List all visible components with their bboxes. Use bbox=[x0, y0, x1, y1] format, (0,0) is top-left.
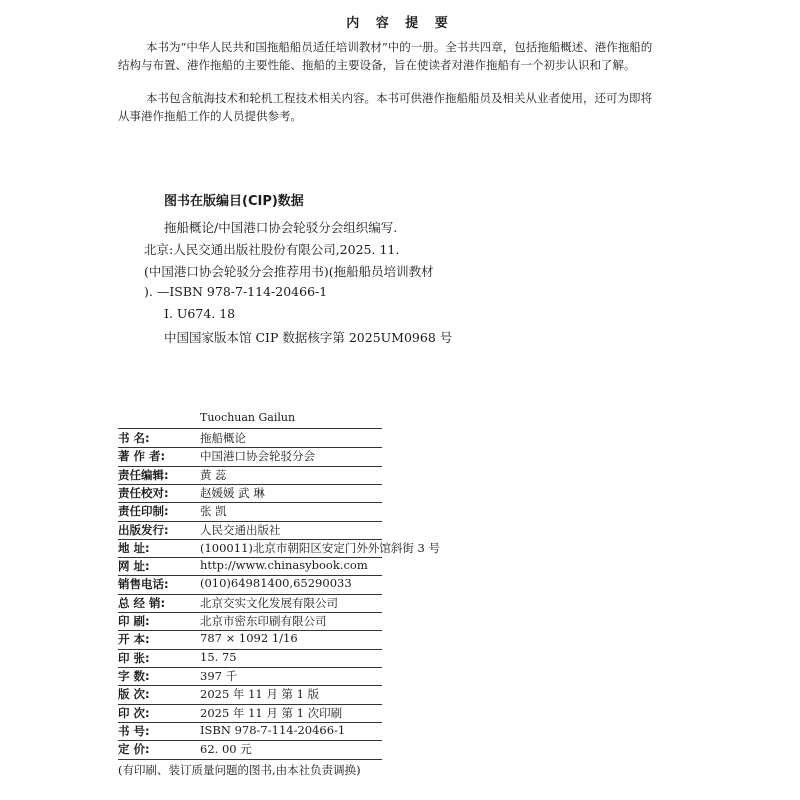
colophon-label: 字 数: bbox=[118, 668, 150, 683]
colophon-label: 书 号: bbox=[118, 723, 150, 738]
colophon-value: 拖船概论 bbox=[200, 431, 246, 445]
cip-line-4: ). —ISBN 978-7-114-20466-1 bbox=[144, 284, 328, 299]
colophon-value: 北京市密东印刷有限公司 bbox=[200, 614, 327, 628]
cip-line-5: Ⅰ. U674. 18 bbox=[164, 306, 236, 321]
colophon-label: 书 名: bbox=[118, 431, 150, 445]
colophon-label: 印 刷: bbox=[118, 614, 150, 628]
title-pinyin: Tuochuan Gailun bbox=[200, 411, 296, 424]
colophon-value: 北京交实文化发展有限公司 bbox=[200, 595, 338, 610]
colophon-bottom-rule bbox=[118, 759, 382, 760]
colophon-label: 网 址: bbox=[118, 559, 150, 574]
colophon-label: 印 张: bbox=[118, 650, 150, 665]
cip-line-2: 北京:人民交通出版社股份有限公司,2025. 11. bbox=[144, 242, 400, 257]
colophon-label: 地 址: bbox=[118, 540, 150, 555]
cip-heading: 图书在版编目(CIP)数据 bbox=[164, 194, 304, 209]
colophon-label: 责任校对: bbox=[118, 485, 169, 500]
colophon-label: 印 次: bbox=[118, 705, 150, 720]
summary-paragraph-1-line-1: 本书为“中华人民共和国拖船船员适任培训教材”中的一册。全书共四章，包括拖船概述、港作拖船的 bbox=[146, 40, 653, 54]
colophon-value: 15. 75 bbox=[200, 649, 237, 664]
colophon-label: 责任印制: bbox=[118, 504, 169, 519]
colophon-label: 著 作 者: bbox=[118, 449, 166, 464]
colophon-value: 2025 年 11 月 第 1 次印刷 bbox=[200, 705, 343, 720]
colophon-value: (100011)北京市朝阳区安定门外外馆斜街 3 号 bbox=[200, 540, 440, 555]
colophon-value: 787 × 1092 1/16 bbox=[200, 631, 298, 646]
colophon-label: 总 经 销: bbox=[118, 595, 166, 610]
colophon-label: 版 次: bbox=[118, 687, 150, 702]
colophon-value: (010)64981400,65290033 bbox=[200, 576, 352, 591]
colophon-label: 销售电话: bbox=[118, 577, 169, 592]
cip-line-6: 中国国家版本馆 CIP 数据核字第 2025UM0968 号 bbox=[164, 330, 453, 345]
summary-title: 内 容 提 要 bbox=[346, 16, 454, 31]
colophon-value: 人民交通出版社 bbox=[200, 522, 281, 537]
colophon-value: 张 凯 bbox=[200, 504, 227, 519]
summary-paragraph-2-line-2: 从事港作拖船工作的人员提供参考。 bbox=[118, 109, 302, 123]
colophon-value: ISBN 978-7-114-20466-1 bbox=[200, 722, 346, 737]
colophon-value: 397 千 bbox=[200, 668, 238, 683]
colophon-value: http://www.chinasybook.com bbox=[200, 558, 368, 573]
colophon-label: 开 本: bbox=[118, 632, 150, 647]
colophon-label: 责任编辑: bbox=[118, 467, 169, 482]
colophon-footer-note: (有印刷、装订质量问题的图书,由本社负责调换) bbox=[118, 763, 361, 777]
colophon-label: 出版发行: bbox=[118, 522, 169, 537]
colophon-value: 赵媛媛 武 琳 bbox=[200, 485, 265, 500]
colophon-value: 62. 00 元 bbox=[200, 742, 252, 757]
colophon-label: 定 价: bbox=[118, 742, 150, 757]
cip-line-1: 拖船概论/中国港口协会轮驳分会组织编写. bbox=[164, 220, 398, 235]
summary-paragraph-2-line-1: 本书包含航海技术和轮机工程技术相关内容。本书可供港作拖船船员及相关从业者使用，还可为即将 bbox=[146, 91, 652, 105]
cip-line-3: (中国港口协会轮驳分会推荐用书)(拖船船员培训教材 bbox=[144, 264, 434, 279]
colophon-value: 中国港口协会轮驳分会 bbox=[200, 449, 315, 464]
summary-paragraph-1-line-2: 结构与布置、港作拖船的主要性能、拖船的主要设备，旨在使读者对港作拖船有一个初步认识和了解。 bbox=[118, 58, 636, 72]
colophon-value: 2025 年 11 月 第 1 版 bbox=[200, 687, 320, 702]
colophon-top-rule bbox=[118, 428, 382, 429]
colophon-value: 黄 蕊 bbox=[200, 467, 227, 482]
